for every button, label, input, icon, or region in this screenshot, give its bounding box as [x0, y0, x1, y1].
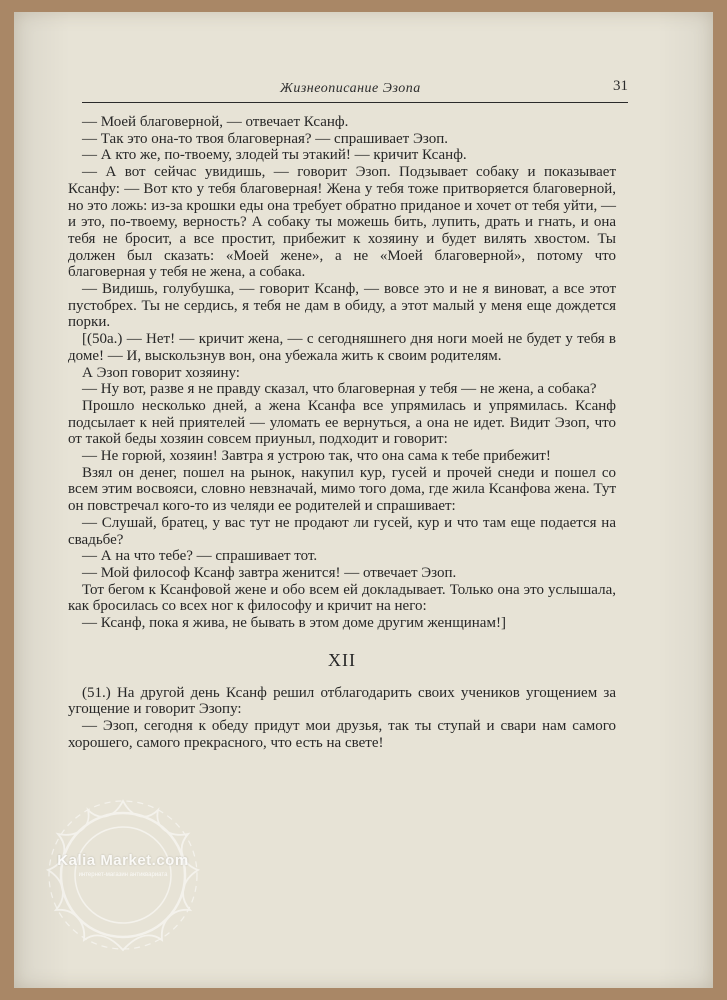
running-head [82, 72, 628, 103]
paragraph: — А кто же, по-твоему, злодей ты этакий! — кричит Ксанф. [82, 147, 467, 164]
paragraph: — Слушай, братец, у вас тут не продают ли гусей, кур и что там еще подается на свадьбе? [68, 514, 616, 548]
paragraph: — Моей благоверной, — отвечает Ксанф. [82, 114, 349, 130]
paragraph: Прошло несколько дней, а жена Ксанфа все упрямилась и упрямилась. Ксанф подсылает к ней приятелей — уломать ее вернуться, а она не идет. Видит Эзоп, что от такой беды хозяин совсем приуныл, подходит и говорит: [68, 397, 616, 448]
running-title: Жизнеописание Эзопа [280, 81, 421, 96]
watermark-text: Kalia Market.com [57, 852, 189, 869]
page-number: 31 [613, 78, 628, 94]
paragraph: — Видишь, голубушка, — говорит Ксанф, — вовсе это и не я виноват, а все этот пустобрех. Ты не сердись, я тебя не дам в обиду, а этот малый у меня еще дождется порки. [68, 281, 616, 331]
paragraph: — Мой философ Ксанф завтра женится! — отвечает Эзоп. [82, 564, 457, 581]
paragraph: — Эзоп, сегодня к обеду придут мои друзья, так ты ступай и свари нам самого хорошего, самого прекрасного, что есть на свете! [68, 717, 616, 751]
chapter-heading: XII [328, 649, 356, 670]
paragraph: — Ксанф, пока я жива, не бывать в этом доме другим женщинам!] [82, 615, 506, 632]
paragraph: Взял он денег, пошел на рынок, накупил кур, гусей и прочей снеди и пошел со всем этим восвояси, словно невзначай, мимо того дома, где жила Ксанфова жена. Тут он повстречал кого-то из челяди ее родителей и спрашивает: [68, 464, 616, 515]
paragraph: Тот бегом к Ксанфовой жене и обо всем ей докладывает. Только она это услышала, как бросилась со всех ног к философу и кричит на него: [68, 581, 616, 615]
paragraph: — А вот сейчас увидишь, — говорит Эзоп. Подзывает собаку и показывает Ксанфу: — Вот кто у тебя благоверная! Жена у тебя тоже притворяется благоверной, но это ложь: из-за крошки еды она требует обратно приданое и хочет от тебя уйти, — и это, по-твоему, верность? А собаку ты можешь бить, лупить, драть и гнать, и она тебя не бросит, а все простит, прибежит к хозяину и будет вилять хвостом. Ты должен был сказать: «Моей жене», а не «Моей благоверной», потому что благоверная у тебя не жена, а собака. [68, 164, 616, 281]
paragraph: А Эзоп говорит хозяину: [82, 364, 240, 381]
paragraph: — А на что тебе? — спрашивает тот. [82, 548, 318, 565]
paragraph: [(50а.) — Нет! — кричит жена, — с сегодняшнего дня ноги моей не будет у тебя в доме! — И, выскользнув вон, она убежала жить к своим родителям. [68, 331, 616, 364]
body-text [68, 114, 616, 751]
paragraph: (51.) На другой день Ксанф решил отблагодарить своих учеников угощением за угощение и говорит Эзопу: [68, 684, 616, 718]
watermark-subtext: интернет-магазин антиквариата [78, 872, 168, 878]
paragraph: — Ну вот, разве я не правду сказал, что благоверная у тебя — не жена, а собака? [82, 381, 597, 398]
paragraph: — Так это она-то твоя благоверная? — спрашивает Эзоп. [82, 130, 448, 147]
paragraph: — Не горюй, хозяин! Завтра я устрою так, что она сама к тебе прибежит! [82, 448, 551, 465]
